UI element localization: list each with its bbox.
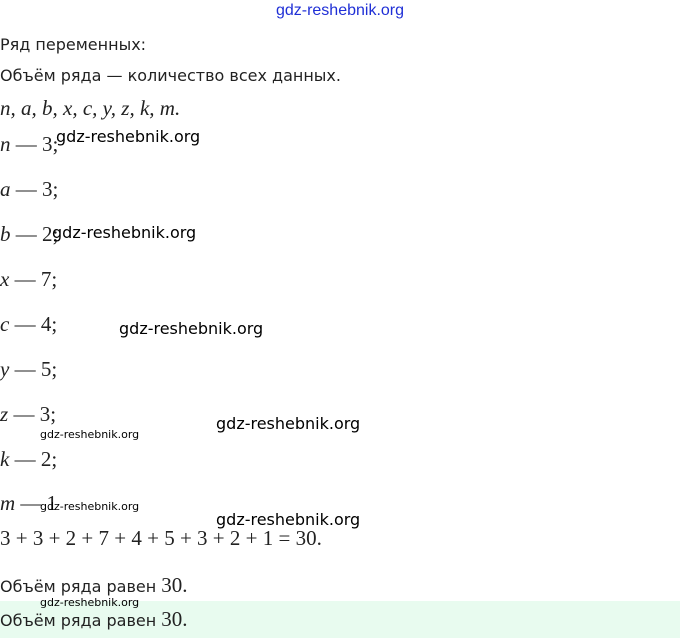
result-text: Объём ряда равен (0, 577, 157, 596)
count-var: c (0, 312, 10, 336)
count-line (0, 447, 57, 472)
answer-line (0, 607, 188, 632)
count-line (0, 357, 57, 382)
count-value: — 3; (15, 177, 59, 201)
count-value: — 7; (14, 267, 58, 291)
count-line (0, 132, 58, 157)
count-value: — 5; (14, 357, 58, 381)
count-var: m (0, 491, 16, 515)
answer-value: 30. (161, 607, 188, 631)
count-value: — 1 (20, 491, 58, 515)
count-value: — 3; (15, 132, 59, 156)
count-var: b (0, 222, 11, 246)
watermark: gdz-reshebnik.org (216, 414, 361, 433)
heading: Ряд переменных: (0, 35, 147, 54)
count-value: — 2; (15, 222, 59, 246)
count-var: n (0, 132, 11, 156)
count-var: a (0, 177, 11, 201)
watermark: gdz-reshebnik.org (119, 319, 264, 338)
count-value: — 2; (14, 447, 58, 471)
watermark: gdz-reshebnik.org (52, 223, 197, 242)
watermark: gdz-reshebnik.org (40, 500, 140, 513)
watermark: gdz-reshebnik.org (40, 428, 140, 441)
count-value: — 3; (13, 402, 57, 426)
watermark: gdz-reshebnik.org (56, 127, 201, 146)
count-value: — 4; (14, 312, 58, 336)
count-line (0, 402, 56, 427)
definition-text: Объём ряда — количество всех данных. (0, 66, 341, 85)
count-var: y (0, 357, 10, 381)
result-value: 30. (161, 573, 188, 597)
count-var: z (0, 402, 9, 426)
count-line (0, 177, 58, 202)
count-line (0, 267, 57, 292)
count-line (0, 222, 58, 247)
count-var: x (0, 267, 10, 291)
site-link[interactable]: gdz-reshebnik.org (275, 2, 405, 19)
watermark: gdz-reshebnik.org (216, 510, 361, 529)
answer-text: Объём ряда равен (0, 611, 157, 630)
result-line (0, 573, 188, 598)
watermark: gdz-reshebnik.org (40, 596, 140, 609)
count-var: k (0, 447, 10, 471)
sum-equation: 3 + 3 + 2 + 7 + 4 + 5 + 3 + 2 + 1 = 30. (0, 526, 322, 550)
count-line (0, 312, 57, 337)
variables-list: n, a, b, x, c, y, z, k, m. (0, 96, 181, 120)
